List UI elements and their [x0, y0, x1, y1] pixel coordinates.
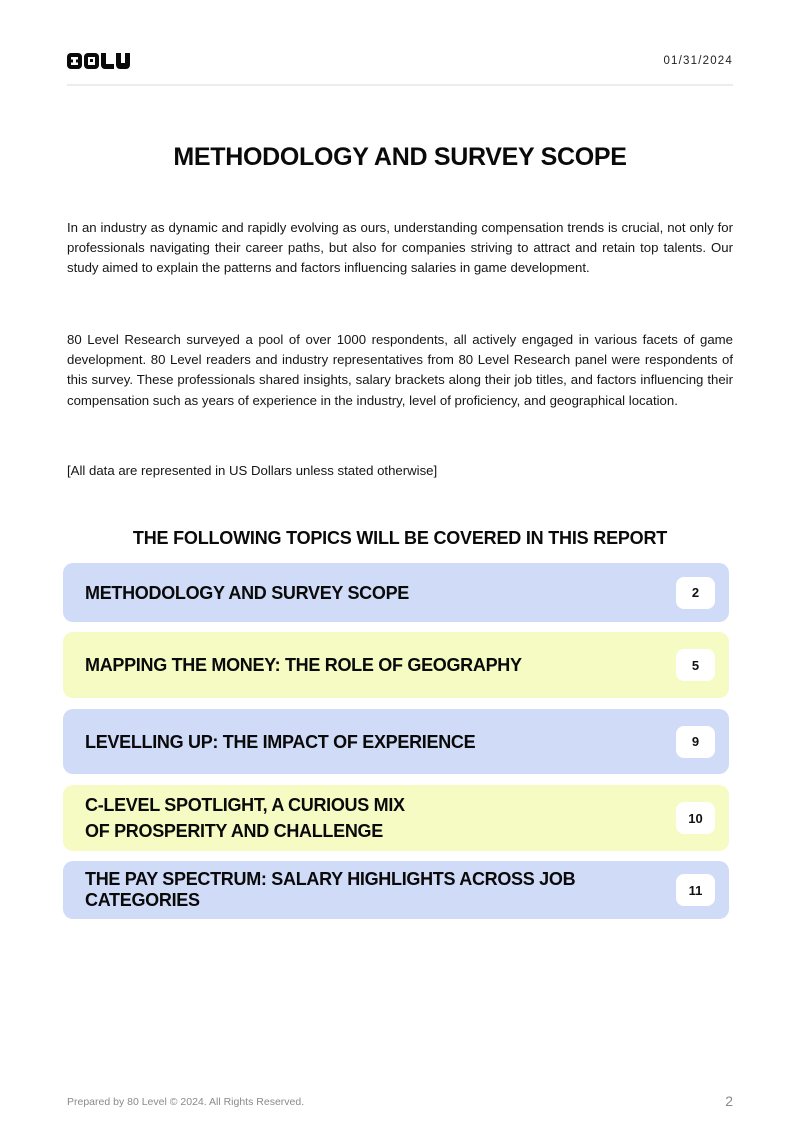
currency-note: [All data are represented in US Dollars unless stated otherwise]: [67, 463, 438, 478]
page-number-badge: 11: [676, 874, 715, 906]
topic-label: MAPPING THE MONEY: THE ROLE OF GEOGRAPHY: [85, 655, 522, 675]
80lv-logo-icon: [67, 52, 135, 70]
page-number-badge: 5: [676, 649, 715, 681]
topic-label: LEVELLING UP: THE IMPACT OF EXPERIENCE: [85, 731, 476, 752]
topic-card-pay-spectrum[interactable]: [63, 861, 729, 919]
page-number-badge: 10: [676, 802, 715, 834]
topic-card-experience[interactable]: [63, 709, 729, 774]
survey-paragraph: 80 Level Research surveyed a pool of over 1000 respondents, all actively engaged in various facets of game development. 80 Level readers and industry representatives from 80 Level Research panel were respondents of this survey. These professionals shared insights, salary brackets along their job titles, and factors influencing their compensation such as years of experience in the industry, level of proficiency, and geographical location.: [67, 332, 733, 408]
page-header: [67, 52, 733, 86]
report-date: 01/31/2024: [663, 55, 733, 67]
topics-heading: THE FOLLOWING TOPICS WILL BE COVERED IN THIS REPORT: [132, 528, 668, 548]
topic-label-line: THE PAY SPECTRUM: SALARY HIGHLIGHTS ACROSS JOB: [85, 869, 576, 889]
topic-card-methodology[interactable]: [63, 563, 729, 622]
topic-label: METHODOLOGY AND SURVEY SCOPE: [85, 582, 409, 603]
page-number-badge: 9: [676, 726, 715, 758]
topic-card-c-level[interactable]: [63, 785, 729, 851]
topic-label: [85, 869, 676, 911]
footer-copyright: Prepared by 80 Level © 2024. All Rights Reserved.: [67, 1096, 305, 1108]
topic-label: [85, 792, 676, 844]
footer-page-number: 2: [725, 1093, 733, 1109]
topic-label-line: C-LEVEL SPOTLIGHT, A CURIOUS MIX: [85, 795, 405, 815]
topic-card-geography[interactable]: [63, 632, 729, 698]
page-title: METHODOLOGY AND SURVEY SCOPE: [173, 143, 627, 171]
intro-paragraph: In an industry as dynamic and rapidly evolving as ours, understanding compensation trends is crucial, not only for professionals navigating their career paths, but also for companies striving to attract and retain top talents. Our study aimed to explain the patterns and factors influencing salaries in game development.: [67, 220, 733, 276]
topic-label-line: OF PROSPERITY AND CHALLENGE: [85, 821, 383, 841]
page-number-badge: 2: [676, 577, 715, 609]
topic-label-line: CATEGORIES: [85, 890, 200, 910]
